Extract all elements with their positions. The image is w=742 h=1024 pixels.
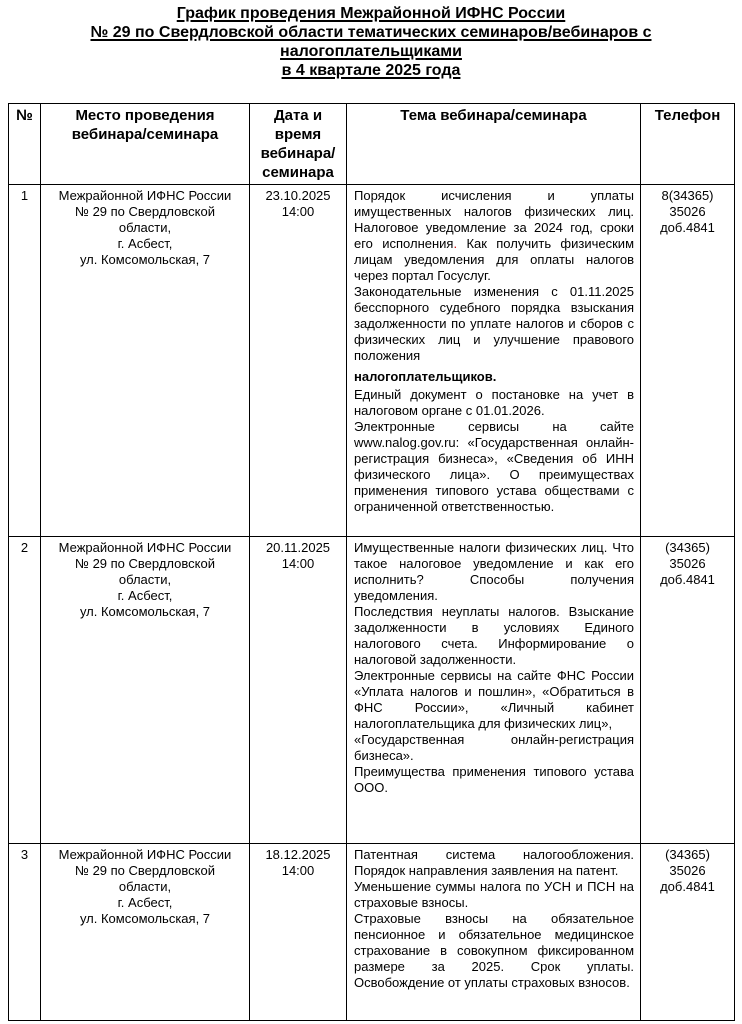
venue-line: области,	[118, 879, 172, 894]
venue-line: г. Асбест,	[117, 236, 173, 251]
venue-line: № 29 по Свердловской	[75, 204, 215, 219]
time-value: 14:00	[281, 556, 315, 571]
topic-paragraph: Последствия неуплаты налогов. Взыскание задолженности в условиях Единого налогового счета. Информирование о налоговой задолженности.	[354, 604, 634, 667]
topic-cell	[347, 185, 641, 537]
col-header-phone: Телефон	[641, 104, 735, 185]
title-line-1: График проведения Межрайонной ИФНС России	[176, 5, 566, 22]
venue-line: ул. Комсомольская, 7	[79, 604, 211, 619]
venue-cell	[41, 537, 250, 844]
phone-line: 35026	[669, 204, 706, 219]
topic-paragraph: Преимущества применения типового устава ООО.	[354, 764, 634, 795]
phone-line: доб.4841	[660, 220, 715, 235]
venue-cell	[41, 185, 250, 537]
venue-line: Межрайонной ИФНС России	[58, 847, 232, 862]
venue-line: г. Асбест,	[117, 895, 173, 910]
venue-line: № 29 по Свердловской	[75, 863, 215, 878]
phone-line: 8(34365)	[661, 188, 714, 203]
row-number-cell: 2	[9, 537, 41, 844]
venue-cell	[41, 844, 250, 1021]
table-header-row	[9, 104, 735, 185]
phone-cell	[641, 844, 735, 1021]
phone-line: 35026	[669, 863, 706, 878]
topic-paragraph: Единый документ о постановке на учет в налоговом органе с 01.01.2026.	[354, 387, 634, 418]
document-title	[28, 4, 714, 80]
topic-cell	[347, 537, 641, 844]
topic-paragraph: Имущественные налоги физических лиц. Что такое налоговое уведомление и как его исполнить? Способы получения уведомления.	[354, 540, 634, 603]
col-header-topic: Тема вебинара/семинара	[347, 104, 641, 185]
col-header-number: №	[9, 104, 41, 185]
phone-line: доб.4841	[660, 879, 715, 894]
time-value: 14:00	[281, 863, 315, 878]
venue-line: ул. Комсомольская, 7	[79, 911, 211, 926]
topic-paragraph-bold: налогоплательщиков.	[354, 369, 497, 384]
date-value: 20.11.2025	[265, 540, 331, 555]
topic-paragraph: «Государственная онлайн-регистрация бизнеса».	[354, 732, 634, 763]
phone-line: (34365)	[665, 847, 710, 862]
topic-paragraph: Электронные сервисы на сайте ФНС России «Уплата налогов и пошлин», «Обратиться в ФНС России», «Личный кабинет налогоплательщика для физических лиц»,	[354, 668, 634, 731]
topic-paragraph: Порядок исчисления и уплаты имущественных налогов физических лиц. Налоговое уведомление за 2024 год, сроки его исполнения. Как получить физическим лицам уведомления для оплаты налогов через портал Госуслуг.	[354, 188, 635, 283]
date-value: 18.12.2025	[265, 847, 331, 862]
venue-line: № 29 по Свердловской	[75, 556, 215, 571]
venue-line: области,	[118, 220, 172, 235]
phone-cell	[641, 185, 735, 537]
table-row	[9, 844, 735, 1021]
col-header-datetime: Дата и время вебинара/семинара	[250, 104, 347, 185]
phone-line: 35026	[669, 556, 706, 571]
datetime-cell	[250, 537, 347, 844]
phone-line: доб.4841	[660, 572, 715, 587]
topic-paragraph: Законодательные изменения с 01.11.2025 бесспорного судебного порядка взыскания задолженности по уплате налогов и сборов с физических лиц и улучшение правового положения	[354, 284, 634, 363]
time-value: 14:00	[281, 204, 315, 219]
red-period: .	[453, 236, 458, 251]
date-value: 23.10.2025	[265, 188, 331, 203]
venue-line: Межрайонной ИФНС России	[58, 188, 232, 203]
phone-line: (34365)	[665, 540, 710, 555]
title-line-4: в 4 квартале 2025 года	[281, 62, 461, 79]
venue-line: области,	[118, 572, 172, 587]
table-row	[9, 537, 735, 844]
venue-line: ул. Комсомольская, 7	[79, 252, 211, 267]
venue-line: Межрайонной ИФНС России	[58, 540, 232, 555]
col-header-place: Место проведения вебинара/семинара	[41, 104, 250, 185]
datetime-cell	[250, 844, 347, 1021]
topic-cell	[347, 844, 641, 1021]
venue-line: г. Асбест,	[117, 588, 173, 603]
row-number-cell: 1	[9, 185, 41, 537]
topic-paragraph: Уменьшение суммы налога по УСН и ПСН на страховые взносы.	[354, 879, 634, 910]
row-number-cell: 3	[9, 844, 41, 1021]
phone-cell	[641, 537, 735, 844]
title-line-2: № 29 по Свердловской области тематических семинаров/вебинаров с	[90, 24, 652, 41]
topic-paragraph: Электронные сервисы на сайте www.nalog.gov.ru: «Государственная онлайн-регистрация бизнеса», «Сведения об ИНН физического лица». О преимуществах применения типового устава обществами с ограниченной ответственностью.	[354, 419, 634, 514]
topic-paragraph: Патентная система налогообложения. Порядок направления заявления на патент.	[354, 847, 634, 878]
title-line-3: налогоплательщиками	[280, 43, 462, 60]
seminar-schedule-table	[8, 103, 735, 1021]
topic-paragraph: Страховые взносы на обязательное пенсионное и обязательное медицинское страхование в совокупном фиксированном размере за 2025. Срок уплаты. Освобождение от уплаты страховых взносов.	[354, 911, 634, 990]
datetime-cell	[250, 185, 347, 537]
table-row	[9, 185, 735, 537]
